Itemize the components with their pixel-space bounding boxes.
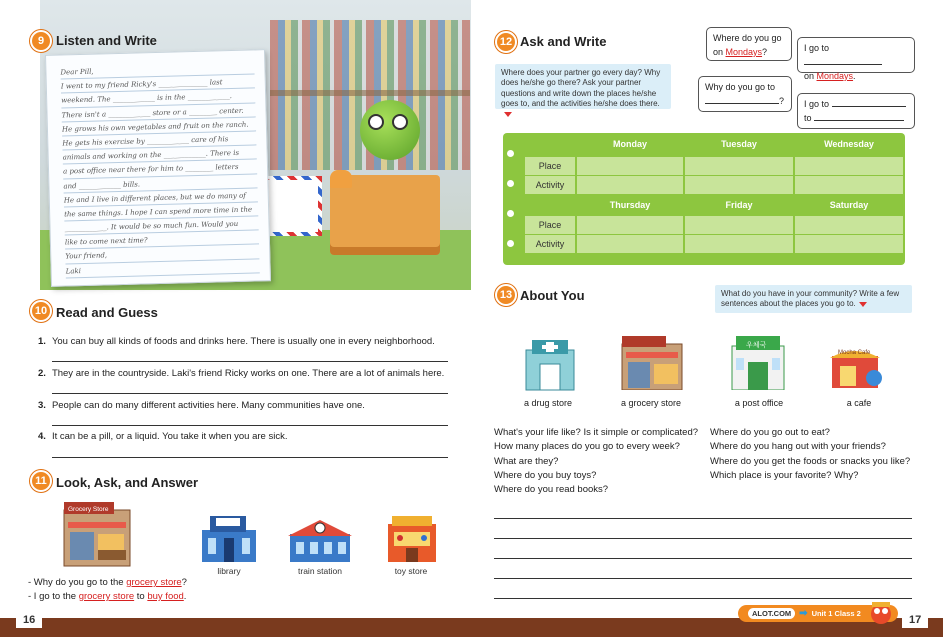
arrow-right-icon: ➡ [799, 608, 808, 619]
planner-row-activity: Activity [525, 176, 575, 194]
page-number-right: 17 [902, 612, 928, 628]
svg-text:Grocery Store: Grocery Store [68, 506, 109, 513]
toy-store-icon [384, 514, 440, 564]
page-number-left: 16 [16, 612, 42, 628]
letter-line: the same things. I hope I can spend more time in the [64, 202, 258, 221]
question: Where do you go out to eat? [710, 427, 830, 438]
place-label-post-office: a post office [734, 398, 784, 408]
guess-item-3: 3. People can do many different activities here. Many communities have one. [38, 400, 365, 411]
section-10-badge: 10 [30, 300, 52, 322]
section-13-instruction: What do you have in your community? Write a few sentences about the places you go to. [715, 285, 912, 313]
planner-cell[interactable] [577, 176, 683, 194]
questions-left [494, 426, 698, 497]
alien-character-image [360, 100, 420, 160]
letter-line[interactable]: I went to my friend Ricky's ______________ last [61, 75, 255, 94]
lamp-icon [330, 170, 352, 188]
building-label-train-station: train station [298, 566, 342, 576]
section-12-instruction: Where does your partner go every day? Why does he/she go there? Ask your partner questions and write down the places he/she goes to, and the activities he/she does there. [495, 64, 671, 109]
section-9-title: Listen and Write [56, 33, 157, 48]
place-label-grocery-store: a grocery store [620, 398, 682, 408]
answer-line-2[interactable] [52, 393, 448, 394]
question: Where do you hang out with your friends? [710, 441, 886, 453]
writing-line[interactable] [494, 518, 912, 519]
speech-bubble-answer-1: I go to on Mondays. [797, 37, 915, 73]
planner-cell[interactable] [577, 235, 683, 253]
planner-day-wednesday: Wednesday [824, 139, 874, 149]
section-12-badge: 12 [495, 31, 517, 53]
train-station-icon [288, 514, 352, 564]
question: Where do you get the foods or snacks you like? [710, 455, 911, 467]
shelf-board [270, 90, 470, 96]
letter-line[interactable]: and ____________ bills. [63, 174, 257, 193]
triangle-icon [504, 112, 512, 117]
answer-line-3[interactable] [52, 425, 448, 426]
alien-eye-icon [368, 114, 384, 130]
writing-line[interactable] [494, 538, 912, 539]
planner-cell[interactable] [795, 235, 903, 253]
site-name[interactable]: ALOT.COM [748, 608, 795, 619]
cafe-icon [826, 344, 890, 400]
svg-text:Mocha Cafe: Mocha Cafe [838, 350, 871, 356]
grocery-store-icon [62, 500, 132, 568]
section-12-title: Ask and Write [520, 34, 607, 49]
building-label-toy-store: toy store [394, 566, 428, 576]
library-icon [198, 514, 260, 564]
planner-row-place: Place [525, 157, 575, 175]
planner-row-activity: Activity [525, 235, 575, 253]
alien-eye-icon [392, 114, 408, 130]
section-11-badge: 11 [30, 470, 52, 492]
planner-cell[interactable] [795, 216, 903, 234]
answer-line-1[interactable] [52, 361, 448, 362]
ring-icon [507, 240, 514, 247]
letter-line: Your friend, [65, 245, 259, 264]
section-13-title: About You [520, 288, 585, 303]
planner-cell[interactable] [685, 176, 793, 194]
ring-icon [507, 180, 514, 187]
question: How many places do you go to every week? [494, 441, 680, 453]
letter-line[interactable]: animals and working on the ____________. There is [63, 146, 257, 165]
guess-item-1: 1. You can buy all kinds of foods and drinks here. There is usually one in every neighborhood. [38, 336, 435, 347]
speech-bubble-question-1: Where do you go on Mondays? [706, 27, 792, 61]
question: Which place is your favorite? Why? [710, 469, 859, 481]
question: Where do you buy toys? [494, 469, 597, 481]
planner-row-place: Place [525, 216, 575, 234]
blank-line[interactable] [804, 64, 882, 65]
planner-day-saturday: Saturday [829, 200, 869, 210]
question: What are they? [494, 455, 559, 467]
section-11-title: Look, Ask, and Answer [56, 475, 199, 490]
airmail-envelope-icon [262, 176, 322, 236]
planner-cell[interactable] [685, 216, 793, 234]
planner-cell[interactable] [685, 157, 793, 175]
question: Where do you read books? [494, 484, 609, 496]
planner-cell[interactable] [795, 176, 903, 194]
planner-day-thursday: Thursday [609, 200, 651, 210]
speech-bubble-question-2: Why do you go to ? [698, 76, 792, 112]
question: What's your life like? Is it simple or complicated? [494, 427, 699, 438]
writing-line[interactable] [494, 578, 912, 579]
planner-day-friday: Friday [725, 200, 753, 210]
letter-line: like to come next time? [65, 231, 259, 250]
ring-icon [507, 150, 514, 157]
ring-icon [507, 210, 514, 217]
letter-worksheet [45, 49, 271, 287]
drug-store-icon [518, 336, 582, 392]
letter-line: He and I live in different places, but we do many of [64, 188, 258, 207]
place-label-drug-store: a drug store [523, 398, 573, 408]
planner-cell[interactable] [795, 157, 903, 175]
letter-line: He grows his own vegetables and fruit on the ranch. [62, 117, 256, 136]
letter-line[interactable]: He gets his exercise by ____________ care of his [62, 131, 256, 150]
planner-cell[interactable] [685, 235, 793, 253]
dialog-question: - Why do you go to the grocery store? [28, 577, 187, 588]
section-10-title: Read and Guess [56, 305, 158, 320]
blank-line[interactable] [814, 120, 904, 121]
unit-label: Unit 1 Class 2 [811, 609, 861, 618]
blank-line[interactable] [832, 106, 906, 107]
section-9-badge: 9 [30, 30, 52, 52]
letter-line: Laki [65, 259, 259, 278]
questions-right [710, 426, 910, 483]
answer-line-4[interactable] [52, 457, 448, 458]
writing-line[interactable] [494, 558, 912, 559]
guess-item-4: 4. It can be a pill, or a liquid. You take it when you are sick. [38, 431, 288, 442]
svg-text:우체국: 우체국 [746, 341, 767, 349]
letter-line[interactable]: ____________. It would be so much fun. Would you [64, 216, 258, 235]
dialog-answer: - I go to the grocery store to buy food. [28, 591, 187, 602]
planner-rings [507, 150, 515, 270]
letter-line[interactable]: There isn't a ____________ store or a ________ center. [61, 103, 255, 122]
building-label-library: library [217, 566, 241, 576]
letter-line[interactable]: weekend. The ____________ is in the ____________. [61, 89, 255, 108]
guess-item-2: 2. They are in the countryside. Laki's friend Ricky works on one. There are a lot of animals here. [38, 368, 445, 379]
speech-bubble-answer-2: I go to to [797, 93, 915, 129]
letter-line: Dear Pill, [60, 60, 254, 79]
blank-line[interactable] [705, 103, 779, 104]
planner-day-monday: Monday [612, 139, 647, 149]
left-page [0, 0, 471, 637]
mascot-icon [866, 600, 896, 626]
section-13-badge: 13 [495, 284, 517, 306]
planner-cell[interactable] [577, 216, 683, 234]
planner-cell[interactable] [577, 157, 683, 175]
place-label-cafe: a cafe [846, 398, 872, 408]
post-office-icon [726, 334, 790, 390]
grocery-store-icon [620, 334, 684, 390]
writing-line[interactable] [494, 598, 912, 599]
letter-line[interactable]: a post office near there for him to ________ letters [63, 160, 257, 179]
triangle-icon [859, 302, 867, 307]
planner-day-tuesday: Tuesday [721, 139, 757, 149]
